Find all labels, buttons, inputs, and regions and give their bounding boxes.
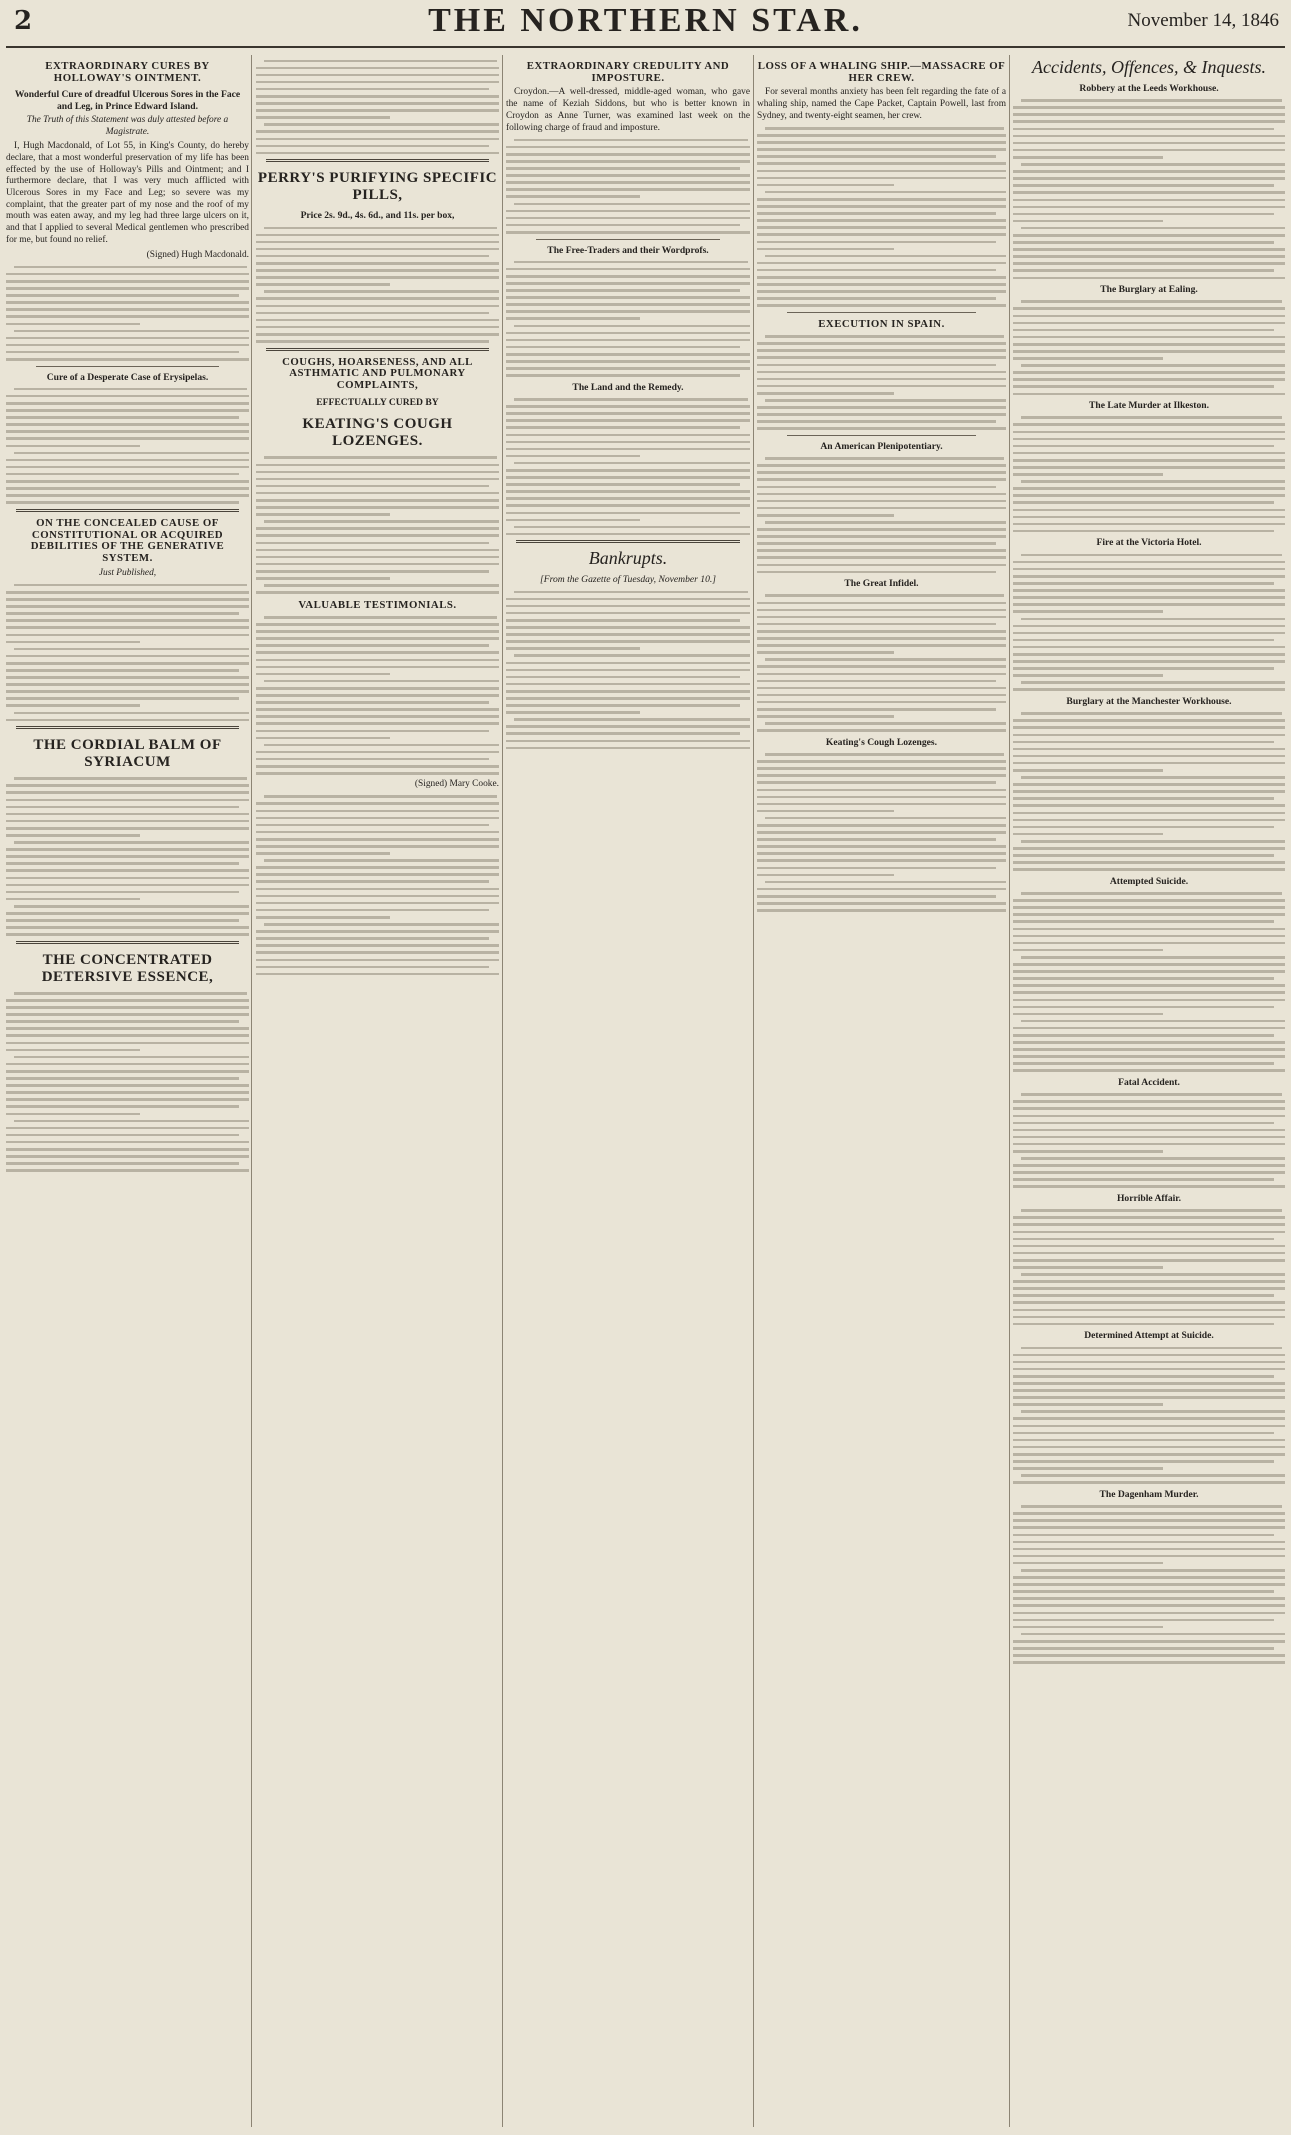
article-text	[1013, 892, 1285, 1072]
section-title: Accidents, Offences, & Inquests.	[1032, 57, 1266, 77]
article-heading: The Late Murder at Ilkeston.	[1088, 400, 1209, 412]
article-text	[1013, 416, 1285, 532]
ad-heading: ON THE CONCEALED CAUSE OF CONSTITUTIONAL OR ACQUIRED DEBILITIES OF THE GENERATIVE SYSTEM.	[30, 516, 225, 564]
article-text	[6, 388, 249, 504]
article-text	[256, 227, 499, 343]
rule	[16, 509, 239, 512]
article-text	[256, 456, 499, 593]
masthead-rule	[6, 46, 1285, 48]
article-text	[6, 777, 249, 936]
rule	[516, 540, 740, 543]
article-text	[757, 335, 1006, 430]
column-5	[1013, 55, 1285, 2127]
column-divider	[251, 55, 252, 2127]
article-text	[506, 139, 750, 234]
ad-heading: THE CONCENTRATED DETERSIVE ESSENCE,	[41, 951, 214, 985]
ad-heading: VALUABLE TESTIMONIALS.	[298, 598, 457, 611]
ad-heading: PERRY'S PURIFYING SPECIFIC PILLS,	[257, 170, 498, 204]
ad-note: The Truth of this Statement was duly attested before a Magistrate.	[26, 114, 229, 137]
article-text	[1013, 1505, 1285, 1664]
article-heading: EXTRAORDINARY CREDULITY AND IMPOSTURE.	[526, 60, 730, 84]
column-4	[757, 55, 1006, 2127]
article-heading: Determined Attempt at Suicide.	[1084, 1330, 1214, 1342]
column-2	[256, 55, 499, 2127]
column-divider	[1009, 55, 1010, 2127]
article-text	[6, 266, 249, 361]
article-heading: EXECUTION IN SPAIN.	[818, 317, 945, 330]
article-text	[1013, 99, 1285, 279]
article-heading: LOSS OF A WHALING SHIP.—MASSACRE OF HER CREW.	[757, 60, 1006, 84]
article-text	[506, 591, 750, 750]
article-text	[1013, 300, 1285, 395]
article-text	[256, 616, 499, 775]
article-heading: The Burglary at Ealing.	[1100, 284, 1198, 296]
article-text	[506, 261, 750, 377]
page-number: 2	[14, 6, 33, 36]
ad-heading: EXTRAORDINARY CURES BY HOLLOWAY'S OINTMENT.	[45, 60, 210, 84]
article-text	[757, 753, 1006, 912]
ad-heading: COUGHS, HOARSENESS, AND ALL ASTHMATIC AND PULMONARY COMPLAINTS,	[282, 355, 473, 392]
article-lead: Croydon.—A well-dressed, middle-aged woman, who gave the name of Keziah Siddons, but who is better known in Croydon as Anne Turner, was examined last week on the following charge of fraud and imposture.	[506, 87, 750, 133]
masthead	[0, 0, 1291, 50]
column-divider	[753, 55, 754, 2127]
newspaper-title: THE NORTHERN STAR.	[428, 2, 863, 39]
issue-date: November 14, 1846	[1127, 10, 1279, 31]
article-heading: The Land and the Remedy.	[572, 381, 684, 393]
article-text	[506, 398, 750, 535]
ad-subheading: Price 2s. 9d., 4s. 6d., and 11s. per box,	[300, 210, 455, 222]
article-heading: An American Plenipotentiary.	[820, 440, 943, 452]
ad-subheading: EFFECTUALLY CURED BY	[316, 396, 439, 408]
article-text	[757, 594, 1006, 731]
article-heading: Attempted Suicide.	[1109, 875, 1189, 887]
ad-subheading: Wonderful Cure of dreadful Ulcerous Sores in the Face and Leg, in Prince Edward Island.	[14, 89, 241, 113]
bankrupts-subtitle: [From the Gazette of Tuesday, November 10.]	[539, 574, 717, 586]
article-text	[1013, 712, 1285, 871]
article-heading: Horrible Affair.	[1116, 1193, 1182, 1205]
ad-title: KEATING'S COUGH LOZENGES.	[302, 416, 453, 450]
ad-body: I, Hugh Macdonald, of Lot 55, in King's County, do hereby declare, that a most wonderful preservation of my life has been effected by the use of Holloway's Pills and Ointment; and I furthermore declare, that I was very much afflicted with Ulcerous Sores in my Face and Leg; so severe was my complaint, that the greater part of my nose and the roof of my mouth was eaten away, and my leg had three large ulcers on it, and that I applied to several Medical gentlemen who prescribed for me, but found no relief.	[6, 141, 249, 245]
article-heading: The Free-Traders and their Wordprofs.	[547, 244, 709, 256]
rule	[266, 348, 489, 351]
rule	[16, 941, 239, 944]
article-heading: Fire at the Victoria Hotel.	[1096, 537, 1202, 549]
rule	[787, 312, 976, 313]
rule	[36, 366, 219, 367]
article-text	[1013, 554, 1285, 691]
article-text	[757, 127, 1006, 307]
article-text	[1013, 1093, 1285, 1188]
ad-signature: (Signed) Hugh Macdonald.	[146, 249, 249, 260]
article-heading: The Dagenham Murder.	[1099, 1488, 1199, 1500]
article-heading: Burglary at the Manchester Workhouse.	[1066, 696, 1232, 708]
rule	[16, 726, 239, 729]
column-divider	[502, 55, 503, 2127]
ad-note: Just Published,	[98, 567, 157, 578]
article-heading: Keating's Cough Lozenges.	[825, 736, 938, 748]
column-3	[506, 55, 750, 2127]
article-heading: Fatal Accident.	[1118, 1077, 1180, 1089]
article-text	[1013, 1347, 1285, 1484]
rule	[266, 159, 489, 162]
article-text	[6, 992, 249, 1172]
article-text	[256, 795, 499, 975]
ad-signature: (Signed) Mary Cooke.	[414, 779, 499, 790]
article-text	[6, 584, 249, 721]
article-text	[256, 60, 499, 155]
rule	[787, 435, 976, 436]
article-heading: The Great Infidel.	[844, 578, 919, 590]
ad-heading: Cure of a Desperate Case of Erysipelas.	[46, 371, 209, 383]
column-1	[6, 55, 249, 2127]
ad-heading: THE CORDIAL BALM OF SYRIACUM	[33, 737, 222, 771]
article-lead: For several months anxiety has been felt regarding the fate of a whaling ship, named the Cape Packet, Captain Powell, last from Sydney, and twenty-eight seamen, her crew.	[757, 87, 1006, 121]
rule	[536, 239, 720, 240]
article-text	[1013, 1209, 1285, 1325]
bankrupts-title: Bankrupts.	[588, 548, 668, 569]
article-heading: Robbery at the Leeds Workhouse.	[1079, 83, 1219, 94]
article-text	[757, 457, 1006, 573]
